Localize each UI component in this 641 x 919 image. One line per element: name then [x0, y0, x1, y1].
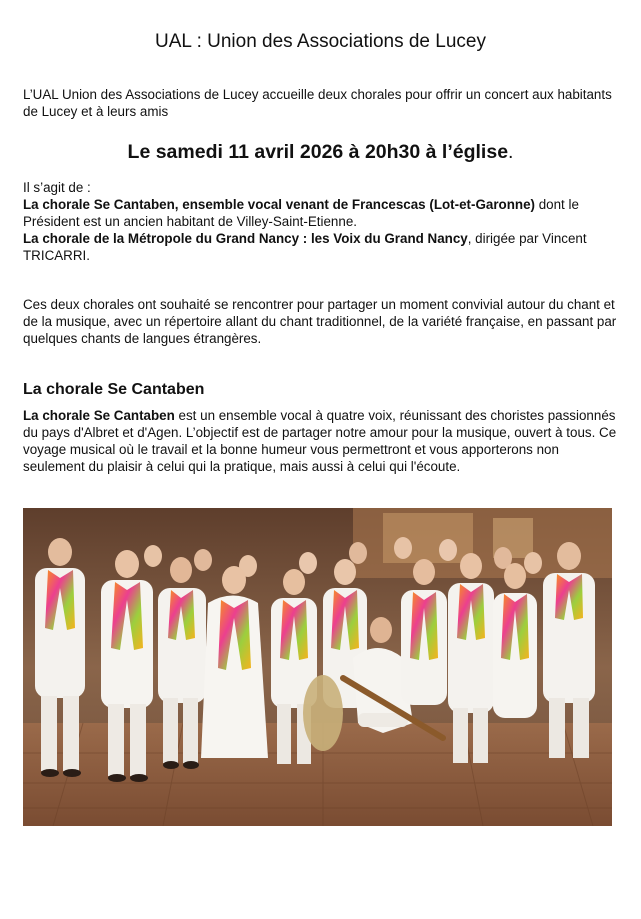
choir-cantaben-name: La chorale Se Cantaben, ensemble vocal venant de Francescas (Lot-et-Garonne) — [23, 197, 535, 212]
choir-nancy-detail: , dirigée par Vincent TRICARRI. — [23, 231, 587, 263]
description-paragraph: Ces deux chorales ont souhaité se rencontrer pour partager un moment convivial autour du chant et de la musique, avec un répertoire allant du chant traditionnel, de la variété française, en passant par quelques chants de langues étrangères. — [23, 297, 617, 346]
choir-item-nancy — [23, 230, 618, 264]
event-date-text: Le samedi 11 avril 2026 à 20h30 à l’église — [127, 141, 509, 163]
section-heading: La chorale Se Cantaben — [23, 381, 205, 398]
section-paragraph-text: est un ensemble vocal à quatre voix, réunissant des choristes passionnés du pays d'Albret et d'Agen. L’objectif est de partager notre amour pour la musique, ouvert à tous. Ce voyage musical où le travail et la bonne humeur vous permettront et vous apporterons non seulement du plaisir à celui qui la pratique, mais aussi à celui qui l'écoute. — [23, 408, 617, 474]
page-title: UAL : Union des Associations de Lucey — [155, 31, 486, 52]
choir-cantaben-detail: dont le Président est un ancien habitant de Villey-Saint-Etienne. — [23, 197, 579, 229]
choirs-lead: Il s’agit de : — [23, 180, 91, 195]
choirs-list — [23, 179, 618, 264]
choir-photo — [23, 508, 612, 826]
choir-item-cantaben — [23, 196, 618, 230]
choir-nancy-name: La chorale de la Métropole du Grand Nancy : les Voix du Grand Nancy — [23, 231, 468, 246]
section-paragraph — [23, 407, 618, 475]
section-paragraph-bold: La chorale Se Cantaben — [23, 408, 175, 423]
event-date-end: . — [508, 141, 514, 163]
event-date-heading — [0, 140, 641, 164]
intro-paragraph: L’UAL Union des Associations de Lucey accueille deux chorales pour offrir un concert aux habitants de Lucey et à leurs amis — [23, 87, 612, 119]
